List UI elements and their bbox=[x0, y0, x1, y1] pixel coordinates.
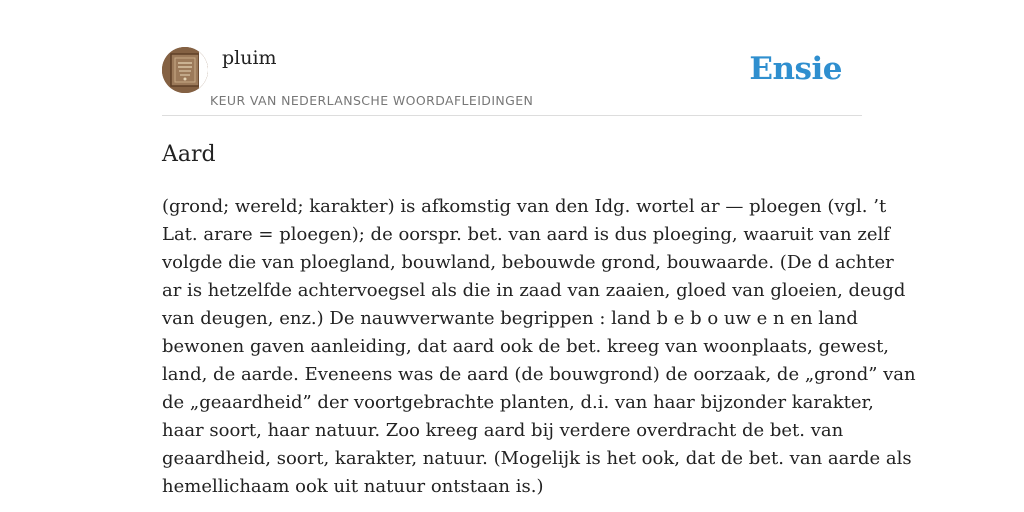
definition-line: ar is hetzelfde achtervoegsel als die in zaad van zaaien, gloed van gloeien, deugd bbox=[162, 280, 906, 301]
definition-line: haar soort, haar natuur. Zoo kreeg aard bij verdere overdracht de bet. van bbox=[162, 420, 844, 441]
definition-line: bewonen gaven aanleiding, dat aard ook de bet. kreeg van woonplaats, gewest, bbox=[162, 336, 890, 357]
definition-line: geaardheid, soort, karakter, natuur. (Mogelijk is het ook, dat de bet. van aarde als bbox=[162, 448, 912, 469]
definition-line: (grond; wereld; karakter) is afkomstig van den Idg. wortel ar — ploegen (vgl. ’t bbox=[162, 196, 887, 217]
source-title[interactable]: KEUR VAN NEDERLANSCHE WOORDAFLEIDINGEN bbox=[210, 93, 534, 108]
definition-line: van deugen, enz.) De nauwverwante begrippen : land b e b o uw e n en land bbox=[162, 308, 858, 329]
definition-line: hemellichaam ook uit natuur ontstaan is.) bbox=[162, 476, 544, 497]
author-name[interactable]: pluim bbox=[222, 47, 277, 69]
entry-definition bbox=[162, 193, 916, 501]
brand-logo[interactable]: Ensie bbox=[749, 51, 842, 87]
definition-line: land, de aarde. Eveneens was de aard (de bouwgrond) de oorzaak, de „grond” van bbox=[162, 364, 916, 385]
avatar-crop bbox=[199, 47, 208, 93]
page-header bbox=[162, 0, 862, 116]
book-cover-avatar-icon[interactable] bbox=[162, 47, 208, 93]
definition-line: volgde die van ploegland, bouwland, bebouwde grond, bouwaarde. (De d achter bbox=[162, 252, 894, 273]
definition-line: Lat. arare = ploegen); de oorspr. bet. van aard is dus ploeging, waaruit van zelf bbox=[162, 224, 890, 245]
definition-line: de „geaardheid” der voortgebrachte planten, d.i. van haar bijzonder karakter, bbox=[162, 392, 874, 413]
entry-title: Aard bbox=[162, 142, 216, 167]
